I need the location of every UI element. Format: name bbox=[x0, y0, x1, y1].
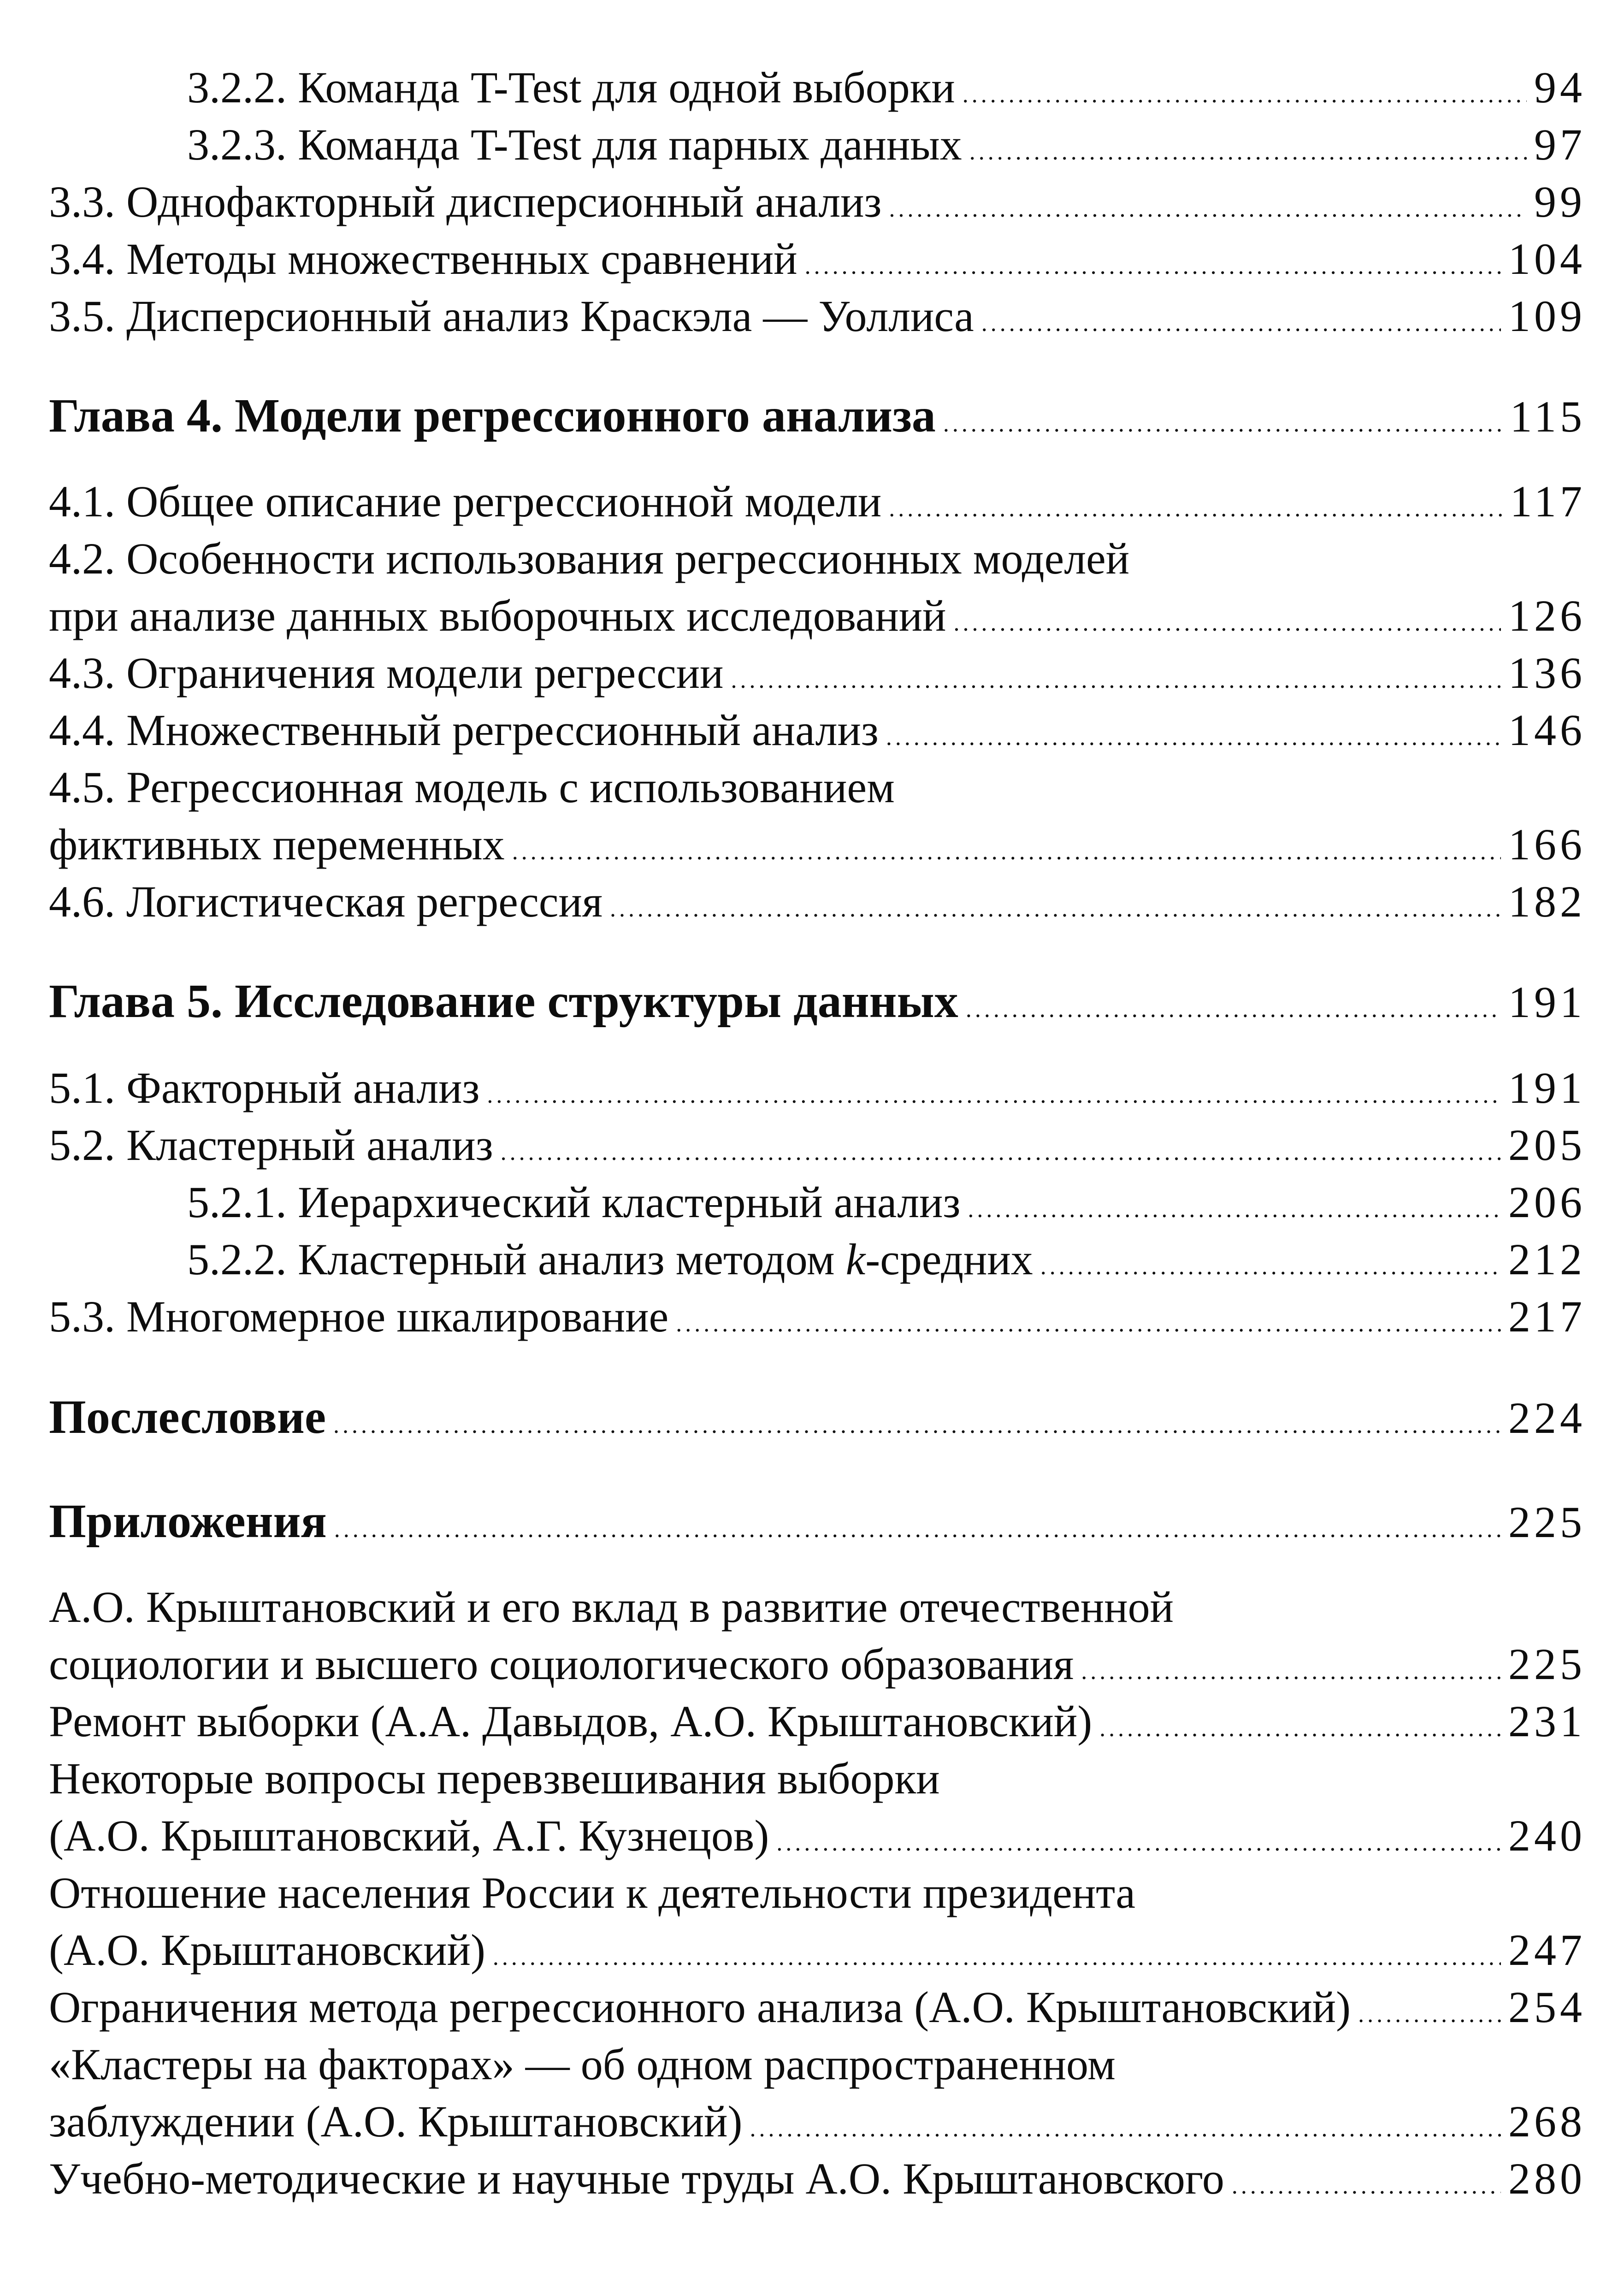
chapter-title: Приложения bbox=[49, 1495, 327, 1548]
toc-page-number: 182 bbox=[1508, 877, 1586, 926]
toc-entry-title: социологии и высшего социологического образования bbox=[49, 1639, 1074, 1689]
dot-leader bbox=[501, 1124, 1501, 1181]
toc-entry-3-4 bbox=[49, 231, 1586, 288]
toc-entry-title: Ремонт выборки (А.А. Давыдов, А.О. Крыштановский) bbox=[49, 1697, 1093, 1746]
toc-page-number: 191 bbox=[1508, 977, 1586, 1027]
toc-entry-title: заблуждении (А.О. Крыштановский) bbox=[49, 2097, 743, 2146]
toc-entry-title: 4.4. Множественный регрессионный анализ bbox=[49, 705, 879, 755]
dot-leader bbox=[805, 238, 1501, 295]
dot-leader bbox=[969, 124, 1527, 181]
toc-entry-4-6 bbox=[49, 873, 1586, 930]
toc-appendix-6 bbox=[49, 2093, 1586, 2150]
dot-leader bbox=[487, 1067, 1501, 1124]
chapter-title: Глава 5. Исследование структуры данных bbox=[49, 975, 958, 1028]
toc-page-number: 205 bbox=[1508, 1120, 1586, 1170]
toc-page-number: 166 bbox=[1508, 820, 1586, 869]
toc-entry-title-post: -средних bbox=[865, 1235, 1033, 1284]
toc-page-number: 191 bbox=[1508, 1063, 1586, 1112]
toc-entry-title: 4.1. Общее описание регрессионной модели bbox=[49, 477, 882, 526]
dot-leader bbox=[981, 295, 1501, 352]
toc-entry-5-2 bbox=[49, 1117, 1586, 1174]
toc-entry-title: 3.2.2. Команда T-Test для одной выборки bbox=[187, 63, 955, 112]
toc-appendix-3 bbox=[49, 1807, 1586, 1864]
toc-chapter-5 bbox=[49, 973, 1586, 1030]
toc-appendix-3-line1 bbox=[49, 1750, 1586, 1807]
toc-page-number: 231 bbox=[1508, 1697, 1586, 1746]
toc-appendix-7 bbox=[49, 2150, 1586, 2207]
chapter-title: Глава 4. Модели регрессионного анализа bbox=[49, 389, 936, 442]
toc-page-number: 104 bbox=[1508, 234, 1586, 284]
toc-page-number: 247 bbox=[1508, 1925, 1586, 1975]
toc-entry-title: фиктивных переменных bbox=[49, 820, 505, 869]
toc-entry-title: 4.5. Регрессионная модель с использованием bbox=[49, 763, 895, 812]
toc-appendix-6-line1 bbox=[49, 2036, 1586, 2093]
dot-leader bbox=[333, 1397, 1501, 1454]
toc-entry-title: 5.3. Многомерное шкалирование bbox=[49, 1292, 669, 1341]
toc-page-number: 146 bbox=[1508, 705, 1586, 755]
toc-appendices bbox=[49, 1493, 1586, 1550]
toc-entry-title: 4.3. Ограничения модели регрессии bbox=[49, 648, 724, 698]
toc-entry-5-3 bbox=[49, 1288, 1586, 1345]
toc-page-number: 126 bbox=[1508, 591, 1586, 640]
toc-page-number: 115 bbox=[1510, 392, 1586, 441]
dot-leader bbox=[889, 181, 1527, 238]
toc-page-number: 254 bbox=[1508, 1982, 1586, 2032]
toc-entry-3-5 bbox=[49, 288, 1586, 345]
dot-leader bbox=[776, 1815, 1501, 1872]
toc-page-number: 225 bbox=[1508, 1497, 1586, 1547]
dot-leader bbox=[886, 709, 1501, 766]
toc-entry-4-5 bbox=[49, 816, 1586, 873]
toc-page-number: 109 bbox=[1508, 291, 1586, 341]
toc-entry-title: Учебно-методические и научные труды А.О. Крыштановского bbox=[49, 2154, 1224, 2203]
dot-leader bbox=[334, 1501, 1501, 1558]
dot-leader bbox=[676, 1295, 1501, 1353]
dot-leader bbox=[493, 1929, 1501, 1986]
dot-leader bbox=[1081, 1643, 1501, 1700]
toc-entry-title: 5.1. Факторный анализ bbox=[49, 1063, 480, 1112]
toc-appendix-1 bbox=[49, 1636, 1586, 1693]
toc-page-number: 224 bbox=[1508, 1393, 1586, 1443]
dot-leader bbox=[610, 881, 1501, 938]
toc-appendix-1-line1 bbox=[49, 1579, 1586, 1636]
toc-page-number: 206 bbox=[1508, 1177, 1586, 1227]
toc-page-number: 240 bbox=[1508, 1811, 1586, 1860]
toc-appendix-4-line1 bbox=[49, 1864, 1586, 1922]
dot-leader bbox=[512, 823, 1501, 881]
dot-leader bbox=[1099, 1700, 1501, 1757]
toc-entry-title: (А.О. Крыштановский) bbox=[49, 1925, 485, 1975]
toc-entry-4-3 bbox=[49, 645, 1586, 702]
toc-entry-title: 3.5. Дисперсионный анализ Краскэла — Уоллиса bbox=[49, 291, 974, 341]
toc-entry-title: А.О. Крыштановский и его вклад в развитие отечественной bbox=[49, 1582, 1174, 1632]
toc-page-number: 212 bbox=[1508, 1235, 1586, 1284]
dot-leader bbox=[963, 66, 1527, 124]
toc-entry-title: 3.3. Однофакторный дисперсионный анализ bbox=[49, 177, 882, 226]
dot-leader bbox=[954, 595, 1501, 652]
toc-entry-5-2-2 bbox=[187, 1231, 1586, 1288]
toc-entry-title: Ограничения метода регрессионного анализа (А.О. Крыштановский) bbox=[49, 1982, 1351, 2032]
toc-entry-title: 3.2.3. Команда T-Test для парных данных bbox=[187, 120, 962, 169]
dot-leader bbox=[889, 480, 1502, 538]
dot-leader bbox=[1040, 1238, 1501, 1295]
toc-entry-title: 4.2. Особенности использования регрессионных моделей bbox=[49, 534, 1130, 583]
toc-entry-4-2-line1 bbox=[49, 530, 1586, 587]
toc-entry-title: 5.2.1. Иерархический кластерный анализ bbox=[187, 1177, 961, 1227]
toc-entry-3-3 bbox=[49, 173, 1586, 231]
toc-entry-title bbox=[187, 1231, 1033, 1288]
toc-entry-title-italic: k bbox=[845, 1235, 866, 1284]
toc-entry-5-1 bbox=[49, 1059, 1586, 1117]
toc-entry-title: Отношение населения России к деятельности президента bbox=[49, 1868, 1135, 1917]
toc-entry-3-2-3 bbox=[187, 116, 1586, 173]
toc-entry-title: Некоторые вопросы перевзвешивания выборки bbox=[49, 1754, 940, 1803]
toc-entry-4-2 bbox=[49, 587, 1586, 645]
toc-entry-4-5-line1 bbox=[49, 759, 1586, 816]
toc-page-number: 117 bbox=[1510, 477, 1586, 526]
toc-appendix-2 bbox=[49, 1693, 1586, 1750]
dot-leader bbox=[750, 2100, 1501, 2158]
toc-appendix-4 bbox=[49, 1922, 1586, 1979]
toc-entry-title-pre: 5.2.2. Кластерный анализ методом bbox=[187, 1235, 846, 1284]
toc-entry-title: 5.2. Кластерный анализ bbox=[49, 1120, 493, 1170]
toc-page-number: 136 bbox=[1508, 648, 1586, 698]
toc-page-number: 99 bbox=[1534, 177, 1586, 226]
dot-leader bbox=[943, 396, 1503, 453]
toc-entry-4-4 bbox=[49, 702, 1586, 759]
toc-page-number: 225 bbox=[1508, 1639, 1586, 1689]
toc-page-number: 280 bbox=[1508, 2154, 1586, 2203]
dot-leader bbox=[1232, 2158, 1501, 2215]
toc-entry-title: «Кластеры на факторах» — об одном распространенном bbox=[49, 2040, 1116, 2089]
toc-entry-5-2-1 bbox=[187, 1174, 1586, 1231]
toc-entry-title: при анализе данных выборочных исследований bbox=[49, 591, 946, 640]
dot-leader bbox=[968, 1181, 1501, 1238]
toc-entry-title: 4.6. Логистическая регрессия bbox=[49, 877, 602, 926]
dot-leader bbox=[731, 652, 1501, 709]
toc-entry-title: 3.4. Методы множественных сравнений bbox=[49, 234, 797, 284]
toc-chapter-4 bbox=[49, 387, 1586, 444]
toc-entry-3-2-2 bbox=[187, 59, 1586, 116]
toc-entry-4-1 bbox=[49, 473, 1586, 530]
toc-afterword bbox=[49, 1389, 1586, 1446]
chapter-title: Послесловие bbox=[49, 1390, 326, 1443]
dot-leader bbox=[1358, 1986, 1501, 2043]
dot-leader bbox=[966, 981, 1501, 1038]
toc-page-number: 217 bbox=[1508, 1292, 1586, 1341]
toc-appendix-5 bbox=[49, 1979, 1586, 2036]
toc-page-number: 97 bbox=[1534, 120, 1586, 169]
toc-page-number: 268 bbox=[1508, 2097, 1586, 2146]
toc-entry-title: (А.О. Крыштановский, А.Г. Кузнецов) bbox=[49, 1811, 769, 1860]
toc-page-number: 94 bbox=[1534, 63, 1586, 112]
